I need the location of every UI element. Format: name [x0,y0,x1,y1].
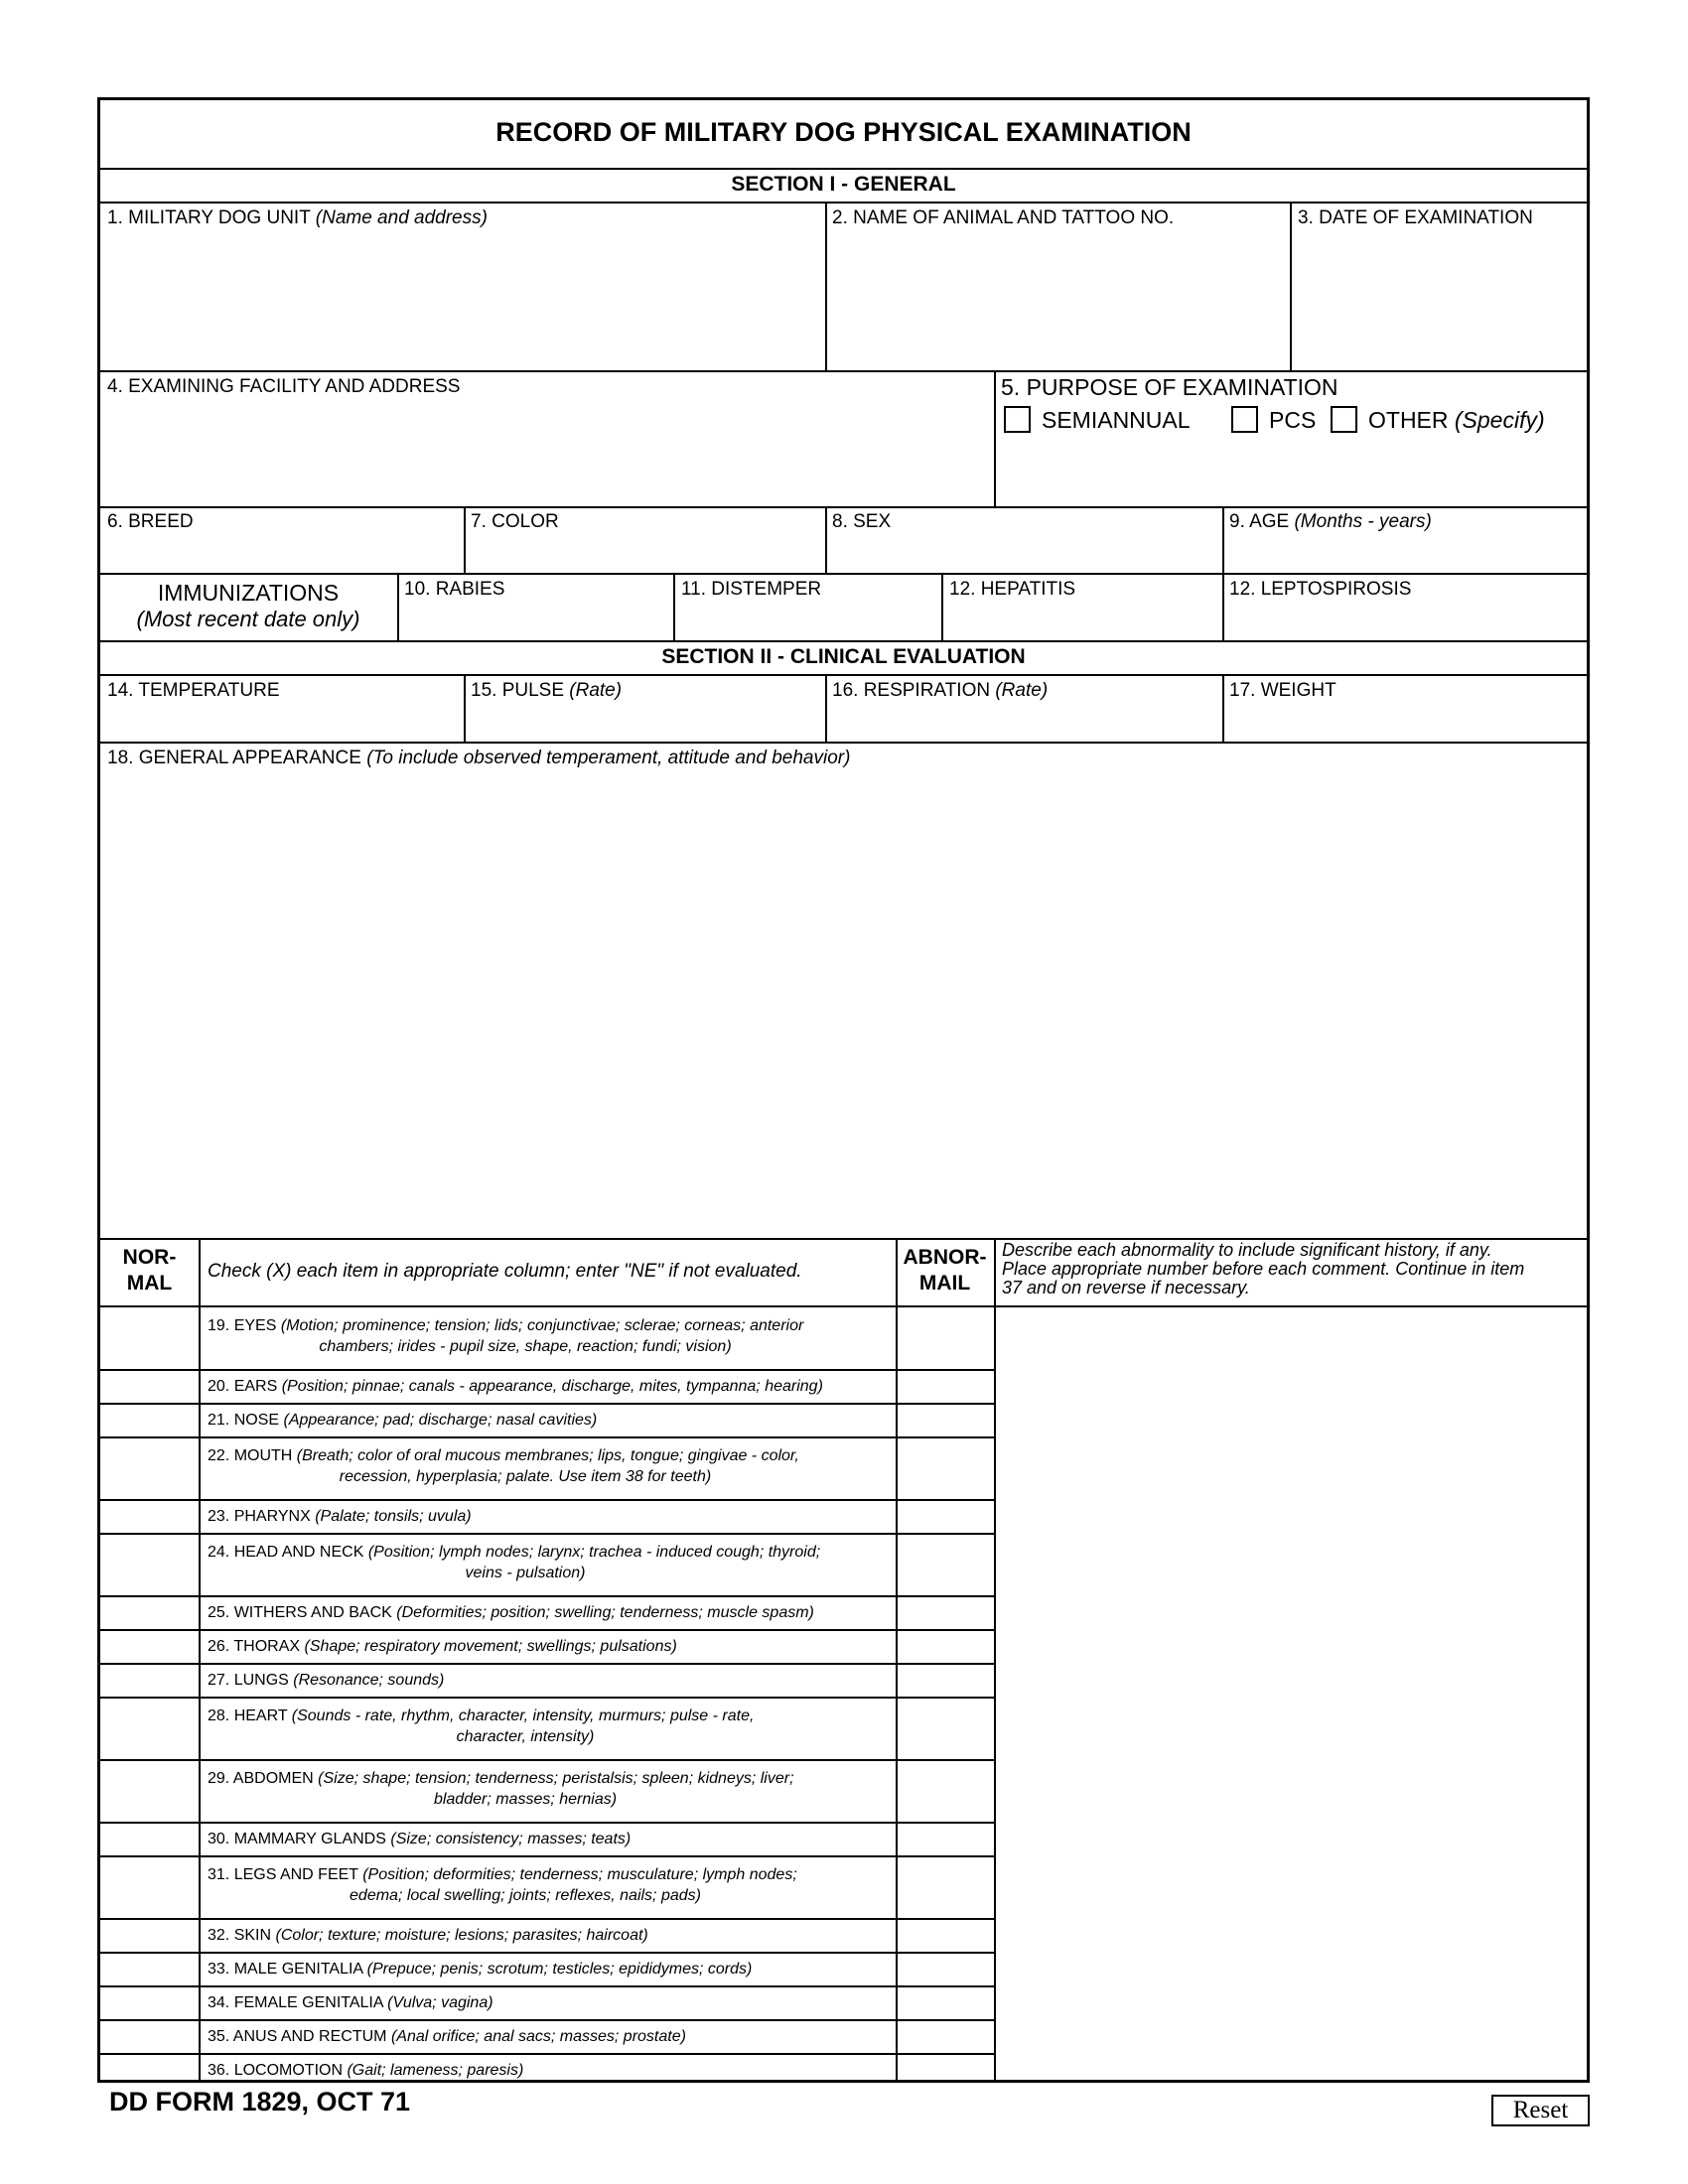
abnormal-checkbox-34[interactable] [897,1985,994,2019]
field-5-label: 5. PURPOSE OF EXAMINATION [1001,374,1338,400]
reset-button[interactable]: Reset [1491,2095,1590,2126]
checklist-item-34: 34. FEMALE GENITALIA (Vulva; vagina) [208,1994,493,2011]
field-15-label[interactable]: 15. PULSE (Rate) [471,680,623,701]
abnormal-checkbox-30[interactable] [897,1822,994,1855]
normal-checkbox-24[interactable] [100,1533,199,1595]
checklist-item-19: 19. EYES (Motion; prominence; tension; lids; conjunctivae; sclerae; corneas; anterior chambers; irides - pupil size, shape, reaction; fundi; vision) [208,1317,804,1355]
normal-checkbox-33[interactable] [100,1952,199,1985]
normal-checkbox-34[interactable] [100,1985,199,2019]
abnormal-checkbox-32[interactable] [897,1918,994,1952]
checklist-item-27: 27. LUNGS (Resonance; sounds) [208,1672,445,1689]
checklist-item-22: 22. MOUTH (Breath; color of oral mucous membranes; lips, tongue; gingivae - color, recession, hyperplasia; palate. Use item 38 for teeth) [208,1447,799,1485]
field-11-label[interactable]: 11. DISTEMPER [681,579,822,600]
field-2-label[interactable]: 2. NAME OF ANIMAL AND TATTOO NO. [832,207,1175,228]
abnormal-checkbox-21[interactable] [897,1403,994,1436]
abnormal-checkbox-33[interactable] [897,1952,994,1985]
abnormal-checkbox-36[interactable] [897,2053,994,2087]
normal-checkbox-19[interactable] [100,1306,199,1369]
field-8-label[interactable]: 8. SEX [832,511,892,532]
other-checkbox[interactable] [1331,406,1357,433]
normal-checkbox-26[interactable] [100,1629,199,1663]
checklist-item-24: 24. HEAD AND NECK (Position; lymph nodes; larynx; trachea - induced cough; thyroid; veins - pulsation) [208,1544,821,1581]
other-label: OTHER (Specify) [1368,407,1545,433]
checklist-item-36: 36. LOCOMOTION (Gait; lameness; paresis) [208,2062,524,2079]
checklist-item-32: 32. SKIN (Color; texture; moisture; lesions; parasites; haircoat) [208,1927,648,1944]
normal-checkbox-31[interactable] [100,1855,199,1918]
field-12-label[interactable]: 12. HEPATITIS [949,579,1076,600]
normal-column-header: NOR- MAL [122,1246,177,1295]
field-16-label[interactable]: 16. RESPIRATION (Rate) [832,680,1049,701]
abnormal-checkbox-27[interactable] [897,1663,994,1697]
pcs-label: PCS [1269,407,1317,433]
field-9-label[interactable]: 9. AGE (Months - years) [1229,511,1432,532]
abnormal-checkbox-22[interactable] [897,1436,994,1499]
section-2-heading: SECTION II - CLINICAL EVALUATION [661,645,1026,668]
form-number: DD FORM 1829, OCT 71 [109,2087,411,2116]
normal-checkbox-25[interactable] [100,1595,199,1629]
abnormal-checkbox-20[interactable] [897,1369,994,1403]
abnormal-checkbox-25[interactable] [897,1595,994,1629]
normal-checkbox-23[interactable] [100,1499,199,1533]
abnormal-checkbox-24[interactable] [897,1533,994,1595]
pcs-checkbox[interactable] [1231,406,1258,433]
abnormal-checkbox-35[interactable] [897,2019,994,2053]
exam-form [97,97,1590,2083]
normal-checkbox-30[interactable] [100,1822,199,1855]
field-17-label[interactable]: 17. WEIGHT [1229,680,1336,701]
normal-checkbox-35[interactable] [100,2019,199,2053]
field-13-label[interactable]: 12. LEPTOSPIROSIS [1229,579,1412,600]
abnormal-checkbox-19[interactable] [897,1306,994,1369]
field-10-label[interactable]: 10. RABIES [404,579,505,600]
field-18-label[interactable]: 18. GENERAL APPEARANCE (To include observed temperament, attitude and behavior) [107,748,851,768]
normal-checkbox-28[interactable] [100,1697,199,1759]
normal-checkbox-36[interactable] [100,2053,199,2087]
checklist-item-26: 26. THORAX (Shape; respiratory movement; swellings; pulsations) [208,1638,677,1655]
form-title: RECORD OF MILITARY DOG PHYSICAL EXAMINATION [495,117,1192,147]
checklist-item-29: 29. ABDOMEN (Size; shape; tension; tenderness; peristalsis; spleen; kidneys; liver; bladder; masses; hernias) [208,1770,794,1808]
describe-instruction: Describe each abnormality to include significant history, if any. Place appropriate number before each comment. Continue in item 37 and on reverse if necessary. [1002,1240,1525,1297]
field-6-label[interactable]: 6. BREED [107,511,194,532]
abnormal-checkbox-26[interactable] [897,1629,994,1663]
checklist-instruction: Check (X) each item in appropriate column; enter "NE" if not evaluated. [208,1261,802,1282]
abnormal-column-header: ABNOR- MAIL [903,1246,987,1295]
field-4-label[interactable]: 4. EXAMINING FACILITY AND ADDRESS [107,376,461,397]
normal-checkbox-22[interactable] [100,1436,199,1499]
checklist-item-28: 28. HEART (Sounds - rate, rhythm, character, intensity, murmurs; pulse - rate, character, intensity) [208,1707,755,1745]
abnormal-checkbox-23[interactable] [897,1499,994,1533]
checklist-item-23: 23. PHARYNX (Palate; tonsils; uvula) [208,1508,472,1525]
field-1-label[interactable]: 1. MILITARY DOG UNIT (Name and address) [107,207,488,228]
normal-checkbox-29[interactable] [100,1759,199,1822]
checklist-item-31: 31. LEGS AND FEET (Position; deformities; tenderness; musculature; lymph nodes; edema; local swelling; joints; reflexes, nails; pads) [208,1866,797,1904]
semiannual-label: SEMIANNUAL [1042,407,1191,433]
normal-checkbox-21[interactable] [100,1403,199,1436]
normal-checkbox-27[interactable] [100,1663,199,1697]
checklist-item-20: 20. EARS (Position; pinnae; canals - appearance, discharge, mites, tympanna; hearing) [208,1378,823,1395]
checklist-item-21: 21. NOSE (Appearance; pad; discharge; nasal cavities) [208,1412,598,1429]
checklist-item-30: 30. MAMMARY GLANDS (Size; consistency; masses; teats) [208,1831,632,1847]
immunizations-hint: (Most recent date only) [136,607,360,631]
checklist-item-35: 35. ANUS AND RECTUM (Anal orifice; anal sacs; masses; prostate) [208,2028,686,2045]
normal-checkbox-20[interactable] [100,1369,199,1403]
semiannual-checkbox[interactable] [1004,406,1031,433]
field-3-label[interactable]: 3. DATE OF EXAMINATION [1298,207,1533,228]
abnormal-checkbox-29[interactable] [897,1759,994,1822]
field-7-label[interactable]: 7. COLOR [471,511,559,532]
field-14-label[interactable]: 14. TEMPERATURE [107,680,280,701]
checklist-item-33: 33. MALE GENITALIA (Prepuce; penis; scrotum; testicles; epididymes; cords) [208,1961,753,1978]
abnormal-checkbox-28[interactable] [897,1697,994,1759]
normal-checkbox-32[interactable] [100,1918,199,1952]
immunizations-title: IMMUNIZATIONS [157,580,340,606]
section-1-heading: SECTION I - GENERAL [731,173,956,196]
abnormal-checkbox-31[interactable] [897,1855,994,1918]
checklist-item-25: 25. WITHERS AND BACK (Deformities; position; swelling; tenderness; muscle spasm) [208,1604,814,1621]
